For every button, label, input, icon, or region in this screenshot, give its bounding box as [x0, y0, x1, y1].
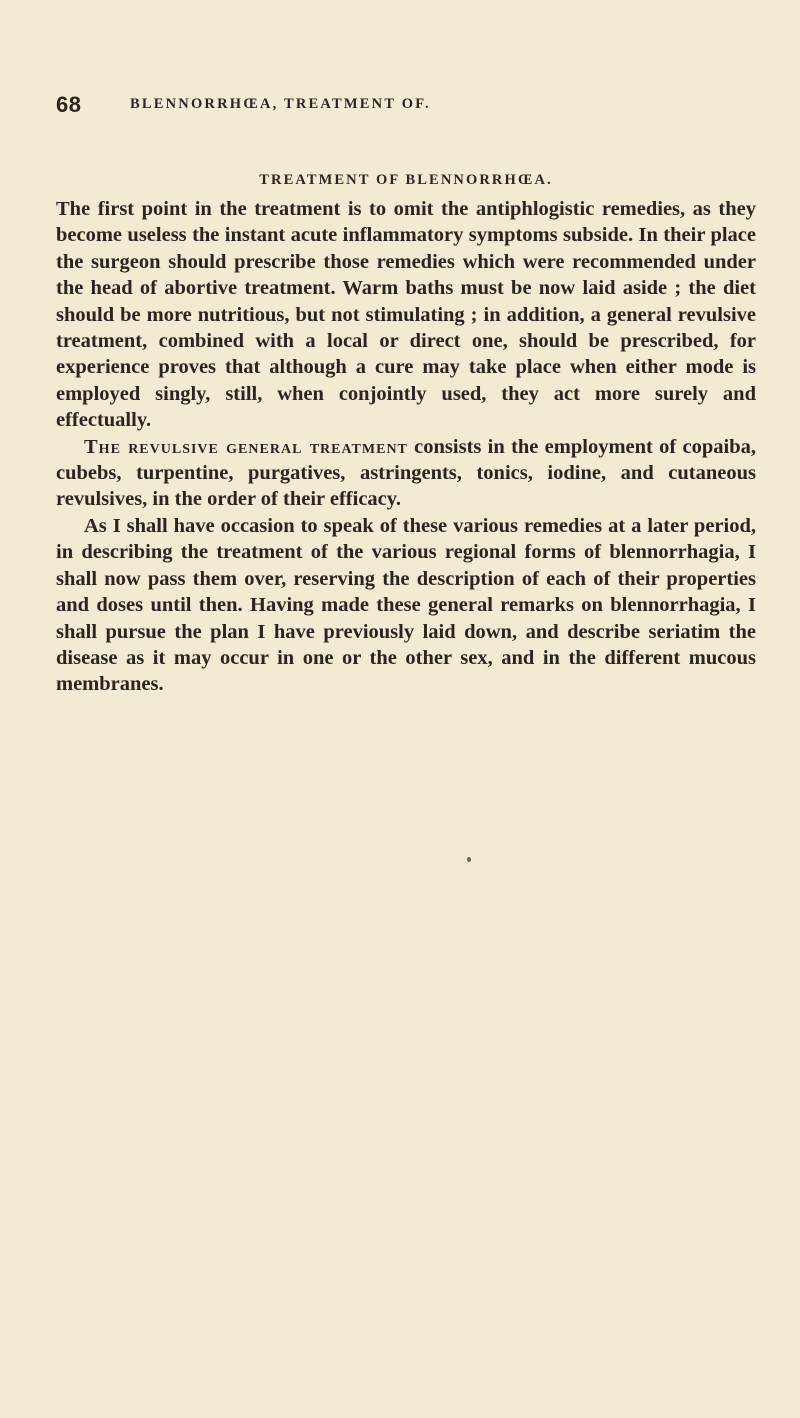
paragraph-1: The first point in the treatment is to omit the antiphlogistic remedies, as they become useless the instant acute inflammatory symptoms subside. In their place the surgeon should prescribe those remedies which were recommended under the head of abortive treatment. Warm baths must be now laid aside ; the diet should be more nutritious, but not stimulating ; in addition, a general revulsive treatment, combined with a local or direct one, should be prescribed, for experience proves that although a cure may take place when either mode is employed singly, still, when conjointly used, they act more surely and effectually. [56, 198, 756, 432]
paragraph-2-lead: The revulsive general treatment [84, 435, 408, 458]
page-number: 68 [56, 92, 82, 117]
body-text [56, 196, 756, 698]
ink-speck [467, 857, 471, 862]
paragraph-3: As I shall have occasion to speak of these various remedies at a later period, in describing the treatment of the various regional forms of blennorrhagia, I shall now pass them over, reserving the description of each of their properties and doses until then. Having made these general remarks on blennorrhagia, I shall pursue the plan I have previously laid down, and describe seriatim the disease as it may occur in one or the other sex, and in the different mucous membranes. [56, 514, 756, 696]
running-title: BLENNORRHŒA, TREATMENT OF. [130, 96, 431, 112]
running-head [56, 92, 756, 122]
section-heading: TREATMENT OF BLENNORRHŒA. [259, 172, 553, 188]
paragraph-2 [56, 434, 756, 513]
paragraph-2-rest: consists in the employment of copaiba, cubebs, turpentine, purgatives, astringents, tonics, iodine, and cutaneous revulsives, in the order of their efficacy. [56, 435, 756, 511]
